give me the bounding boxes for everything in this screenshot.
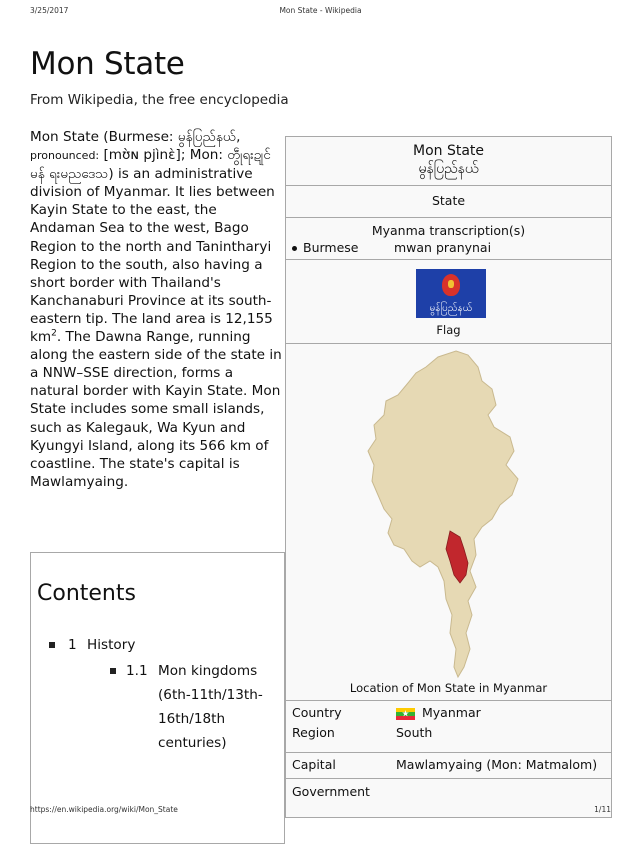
toc-bullet-icon [49,642,55,648]
print-footer [30,805,611,817]
mon-state-flag-image[interactable] [416,269,486,318]
intro-paragraph: Mon State (Burmese: မွန်ပြည်နယ်, pronounced: [mʊ̀ɴ pjìnɛ̀]; Mon: တွဵုရးဍုၚ်မန် ရးမညဒေသ) is an administrative division of Myanmar. It lies between Kayin State to the east, the Andaman Sea to the west, Bago Region to the north and Tanintharyi Region to the south, also having a short border with Thailand's Kanchanaburi Province at its south-eastern tip. The land area is 12,155 $km^2$. The Dawna Range, running along the eastern side of the state in a NNW–SSE direction, forms a natural border with Kayin State. Mon State includes some small islands, such as Kalegauk, Wa Kyun and Kyungyi Island, along its 566 km of coastline. The state's capital is Mawlamyaing. [30,129,282,490]
capital-label: Capital [292,757,336,772]
map-caption: Location of Mon State in Myanmar [349,681,548,695]
infobox-header [286,137,611,186]
transcription-language [292,240,359,255]
page-title: Mon State [30,46,185,82]
myanmar-location-map[interactable] [364,349,532,679]
toc-item-history[interactable] [31,633,284,657]
toc-title: Contents [37,581,136,606]
capital-value[interactable]: Mawlamyaing (Mon: Matmalom) [396,757,598,772]
country-value [396,705,481,720]
toc-item-mon-kingdoms[interactable] [31,659,284,755]
toc-item-number: 1 [68,637,77,653]
transcription-title: Myanma transcription(s) [371,223,526,238]
mon-prefix: ; Mon: [180,147,228,164]
infobox-country-row [286,700,611,753]
page-tagline: From Wikipedia, the free encyclopedia [30,92,289,108]
area-superscript: 2 [51,328,57,339]
ipa-text: [mʊ̀ɴ pjìnɛ̀] [99,147,181,164]
toc-item-label: Mon kingdoms (6th-11th/13th-16th/18th centuries) [158,663,263,751]
burmese-name: မွန်ပြည်နယ် [177,129,237,145]
bullet-icon [292,246,297,251]
table-of-contents [30,552,285,844]
print-page-number: 1/11 [594,805,611,814]
flag-emblem-icon [442,274,460,296]
flag-text: မွန်ပြည်နယ် [429,303,473,314]
infobox [285,136,612,818]
transcription-language-link[interactable]: Burmese [303,240,359,255]
infobox-transcription [286,217,611,260]
flag-caption: Flag [436,323,461,337]
print-url: https://en.wikipedia.org/wiki/Mon_State [30,805,178,814]
transcription-value: mwan pranynai [394,240,492,255]
pronounced-label: pronounced: [30,149,100,163]
print-header [30,6,611,18]
region-value: South [396,725,433,740]
toc-list [31,633,284,755]
toc-bullet-icon [110,668,116,674]
intro-text-continued: . The Dawna Range, running along the eastern side of the state in a NNW–SSE direction, forms a natural border with Kayin State. Mon State includes some small islands, such as Kalegauk, Wa Kyun and Kyungyi Island, along its 566 km of coastline. The state's capital is Mawlamyaing. [30,329,282,490]
government-label: Government [292,784,370,799]
toc-item-number: 1.1 [126,663,148,679]
infobox-flag-row [286,259,611,344]
intro-text: ) is an administrative division of Myanmar. It lies between Kayin State to the east, the Andaman Sea to the west, Bago Region to the north and Tanintharyi Region to the south, also having a short border with Thailand's Kanchanaburi Province at its south-eastern tip. The land area is 12,155 km [30,166,275,346]
print-date: 3/25/2017 [30,6,69,15]
infobox-map-row [286,343,611,701]
infobox-type: State [286,185,611,218]
toc-item-label: History [87,637,136,653]
region-label: Region [292,725,335,740]
burmese-prefix: (Burmese: [98,129,178,145]
country-link[interactable]: Myanmar [422,705,481,720]
infobox-capital-row [286,752,611,779]
country-label: Country [292,705,342,720]
infobox-local-name: မွန်ပြည်နယ် [418,161,479,177]
infobox-name: Mon State [412,143,485,159]
print-page-title: Mon State - Wikipedia [279,6,362,15]
mon-name: တွဵုရးဍုၚ်မန် ရးမညဒေသ [30,147,271,183]
intro-bold-name[interactable]: Mon State [30,129,99,145]
map-land-shape [368,351,518,677]
